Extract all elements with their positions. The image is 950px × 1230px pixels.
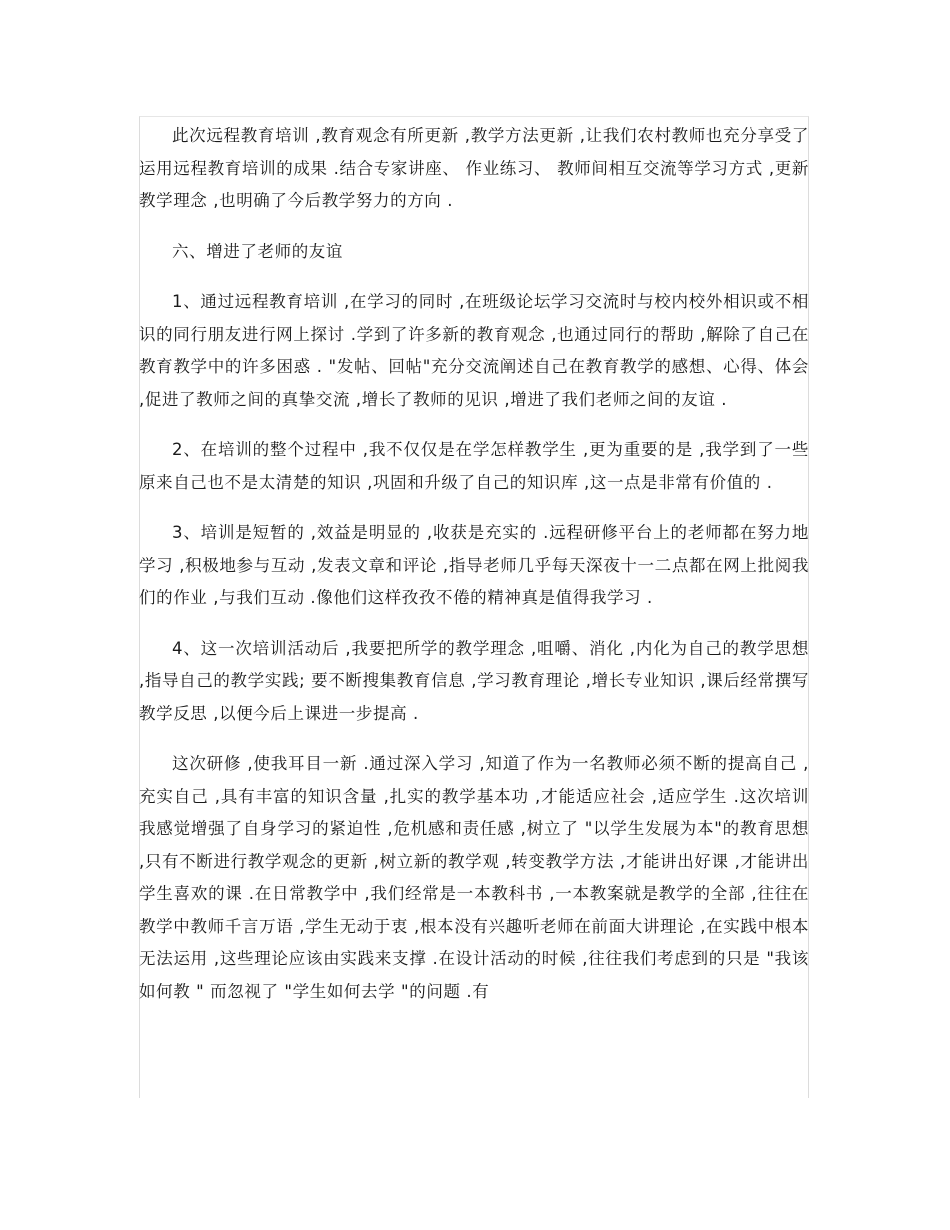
paragraph-point-2: 2、在培训的整个过程中 ,我不仅仅是在学怎样教学生 ,更为重要的是 ,我学到了一些原来自己也不是太清楚的知识 ,巩固和升级了自己的知识库 ,这一点是非常有价值的 .	[139, 440, 809, 492]
paragraph-reflection: 这次研修 ,使我耳目一新 .通过深入学习 ,知道了作为一名教师必须不断的提高自己 ,充实自己 ,具有丰富的知识含量 ,扎实的教学基本功 ,才能适应社会 ,适应学生 .这次培训我感觉增强了自身学习的紧迫性 ,危机感和责任感 ,树立了 "以学生发展为本"的教育思想 ,只有不断进行教学观念的更新 ,树立新的教学观 ,转变教学方法 ,才能讲出好课 ,才能讲出学生喜欢的课 .在日常教学中 ,我们经常是一本教科书 ,一本教案就是教学的全部 ,往往在教学中教师千言万语 ,学生无动于衷 ,根本没有兴趣听老师在前面大讲理论 ,在实践中根本无法运用 ,这些理论应该由实践来支撑 .在设计活动的时候 ,往往我们考虑到的只是 "我该如何教 " 而忽视了 "学生如何去学 "的问题 .有	[139, 754, 809, 1001]
paragraph-point-1: 1、通过远程教育培训 ,在学习的同时 ,在班级论坛学习交流时与校内校外相识或不相识的同行朋友进行网上探讨 .学到了许多新的教育观念 ,也通过同行的帮助 ,解除了自己在教育教学中的许多困惑 . "发帖、回帖"充分交流阐述自己在教育教学的感想、心得、体会 ,促进了教师之间的真挚交流 ,增长了教师的见识 ,增进了我们老师之间的友谊 .	[139, 292, 809, 409]
paragraph-intro: 此次远程教育培训 ,教育观念有所更新 ,教学方法更新 ,让我们农村教师也充分享受了运用远程教育培训的成果 .结合专家讲座、 作业练习、 教师间相互交流等学习方式 ,更新教学理念 ,也明确了今后教学努力的方向 .	[139, 126, 809, 210]
section-heading-friendship: 六、增进了老师的友谊	[172, 241, 343, 261]
paragraph-point-3: 3、培训是短暂的 ,效益是明显的 ,收获是充实的 .远程研修平台上的老师都在努力地学习 ,积极地参与互动 ,发表文章和评论 ,指导老师几乎每天深夜十一二点都在网上批阅我们的作业 ,与我们互动 .像他们这样孜孜不倦的精神真是值得我学习 .	[139, 523, 809, 607]
document-body	[139, 120, 809, 1026]
paragraph-point-4: 4、这一次培训活动后 ,我要把所学的教学理念 ,咀嚼、消化 ,内化为自己的教学思想 ,指导自己的教学实践; 要不断搜集教育信息 ,学习教育理论 ,增长专业知识 ,课后经常撰写教学反思 ,以便今后上课进一步提高 .	[139, 638, 809, 723]
